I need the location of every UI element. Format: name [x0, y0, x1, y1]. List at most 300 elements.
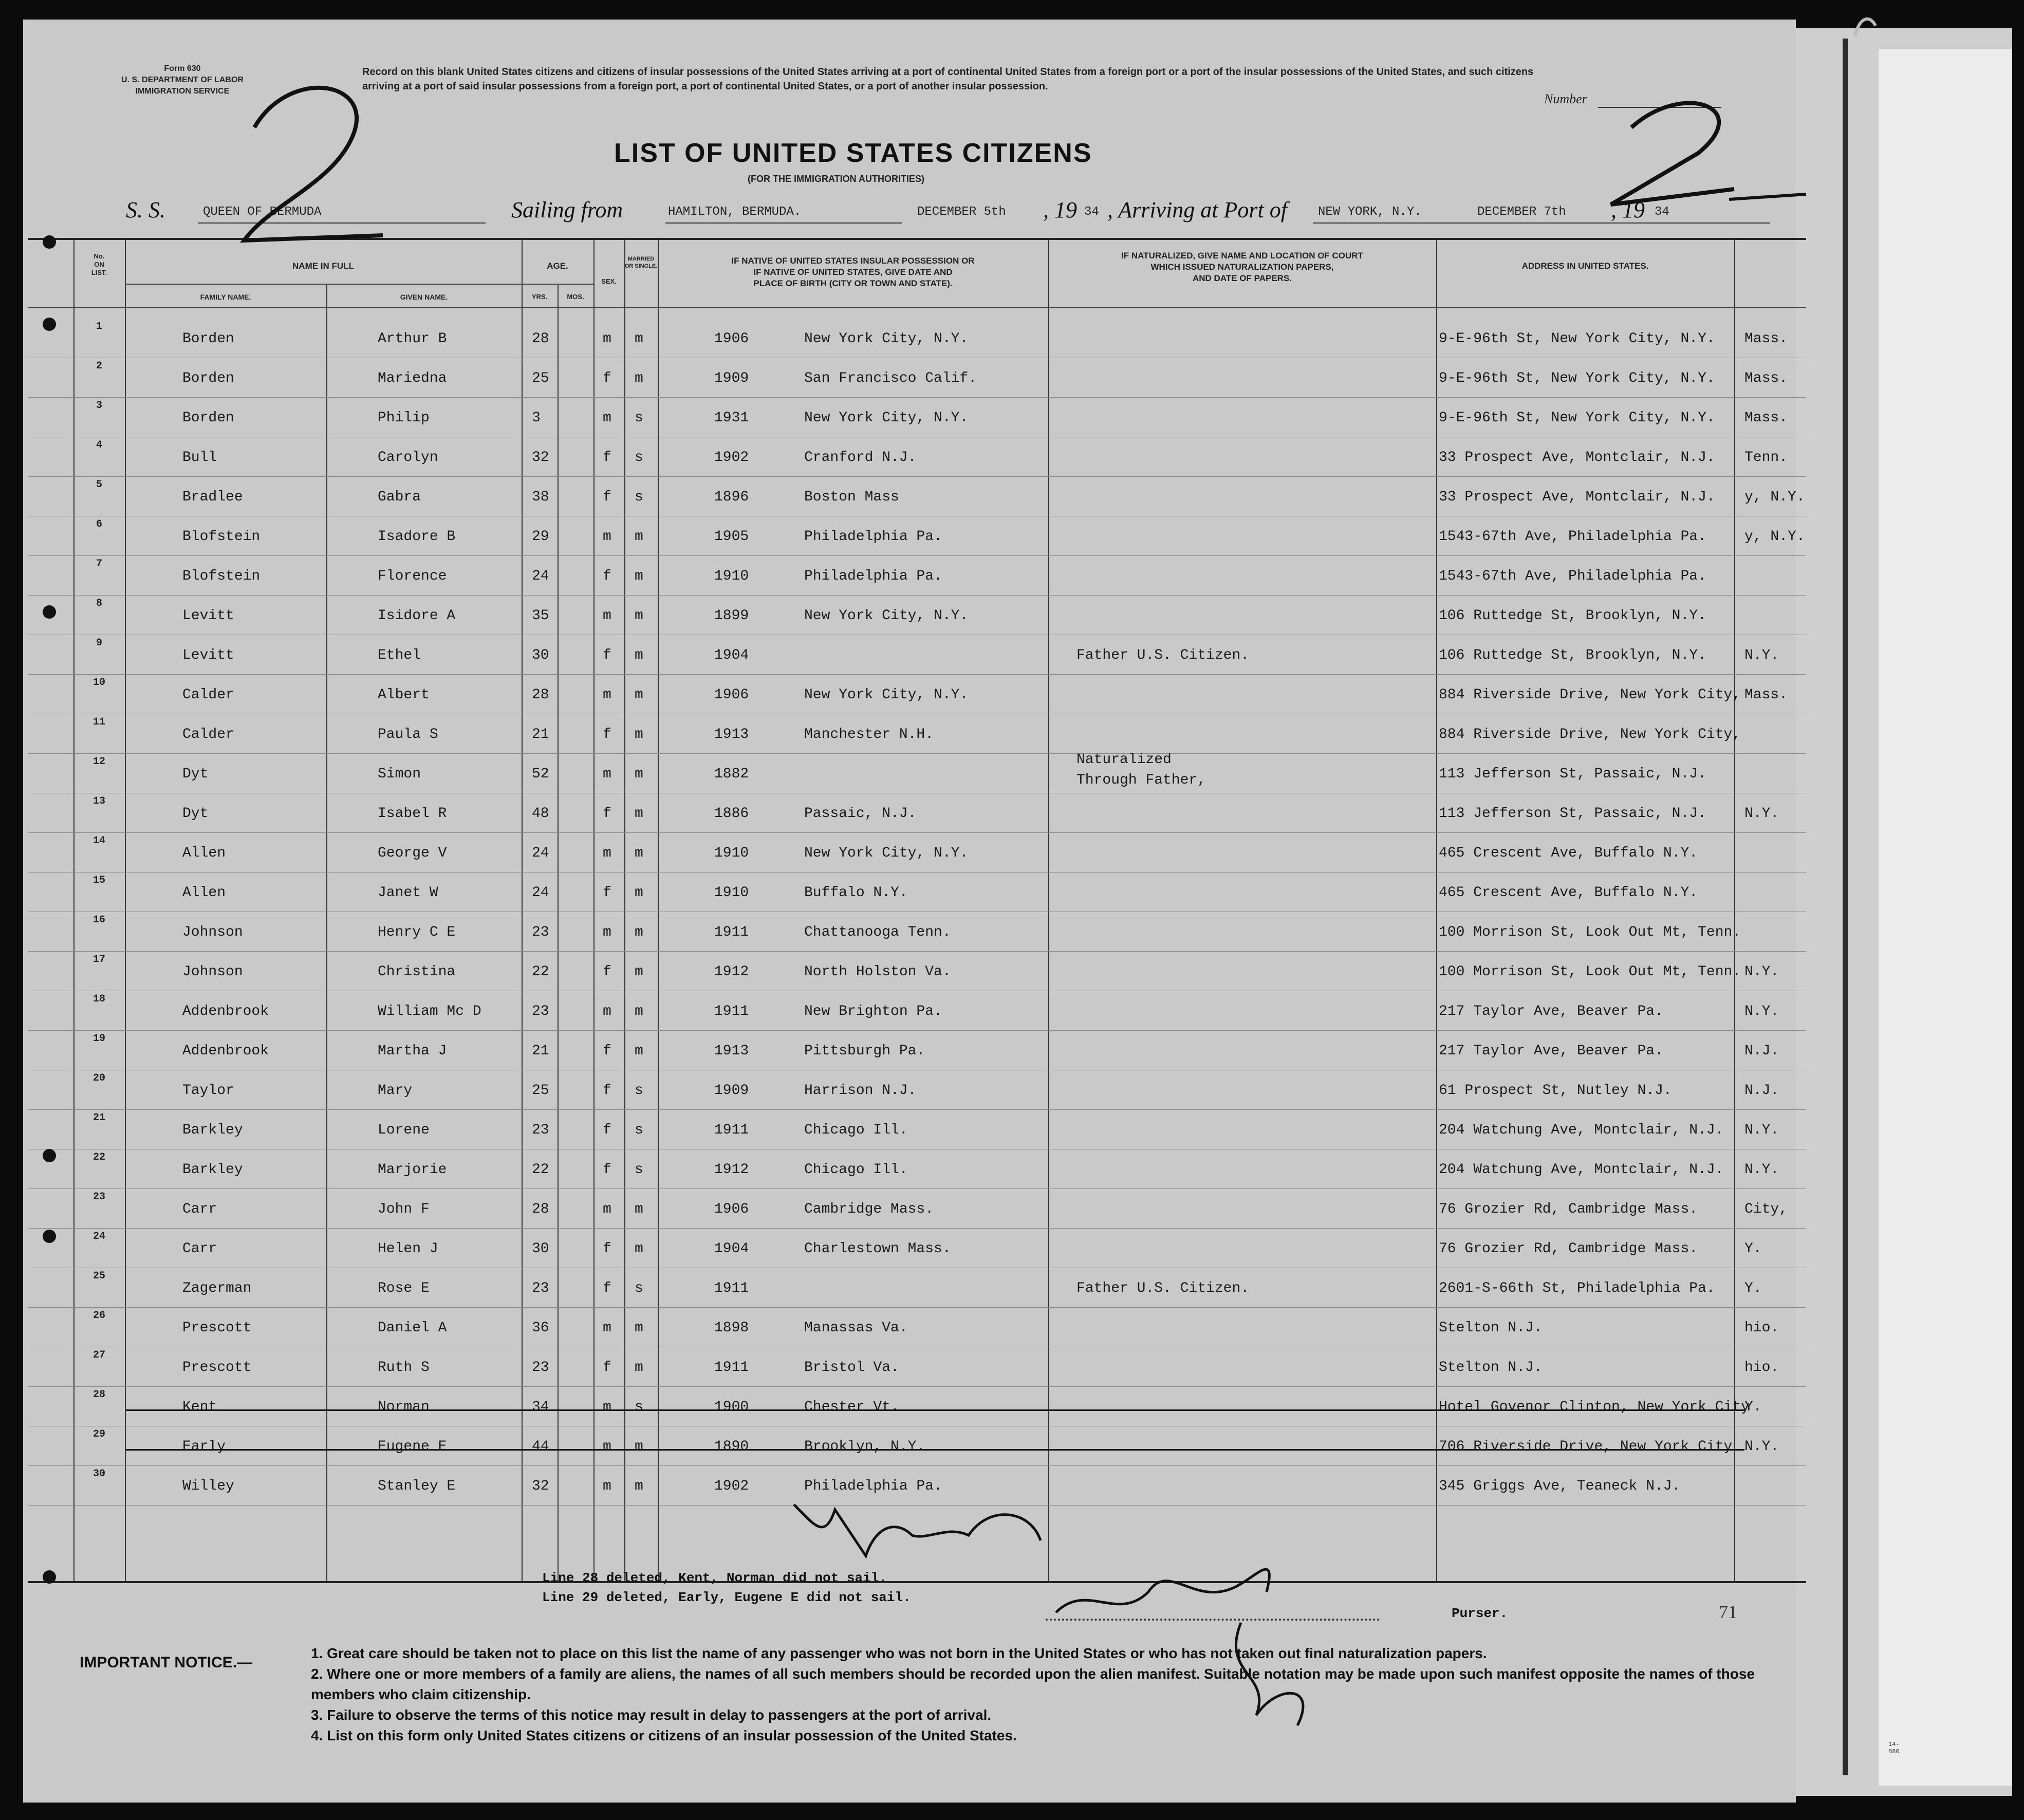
sailing-underline — [665, 222, 902, 224]
cell-address: 106 Ruttedge St, Brooklyn, N.Y. — [1439, 608, 1706, 624]
cell-family: Calder — [182, 727, 234, 742]
arrival-underline — [1313, 222, 1770, 224]
cell-given: George V — [378, 845, 447, 861]
cell-age: 28 — [532, 1201, 549, 1217]
cell-ms: m — [635, 1360, 643, 1376]
cell-family: Allen — [182, 845, 226, 861]
arriving-label: , Arriving at Port of — [1107, 197, 1287, 222]
cell-given: Paula S — [378, 727, 438, 742]
cell-sex: m — [603, 1320, 611, 1336]
row-rule — [28, 674, 1806, 675]
row-number: 16 — [92, 914, 105, 926]
page-number: 71 — [1719, 1602, 1737, 1622]
cell-given: Ethel — [378, 647, 421, 663]
form-identifier — [95, 63, 270, 97]
row-rule — [28, 1188, 1806, 1189]
row-number: 20 — [92, 1072, 105, 1084]
row-number: 27 — [92, 1349, 105, 1361]
header-no: No. ON LIST. — [91, 252, 107, 276]
cell-right: hio. — [1744, 1320, 1779, 1336]
cell-right: N.Y. — [1744, 1439, 1779, 1455]
cell-year: 1913 — [714, 1043, 749, 1059]
passenger-table — [28, 238, 1806, 1583]
cell-ms: m — [635, 1241, 643, 1257]
cell-place: Brooklyn, N.Y. — [804, 1439, 925, 1455]
cell-given: Rose E — [378, 1280, 430, 1296]
cell-year: 1906 — [714, 1201, 749, 1217]
binder-hole — [43, 235, 56, 249]
cell-ms: s — [635, 1083, 643, 1099]
cell-ms: m — [635, 1004, 643, 1019]
cell-age: 23 — [532, 1360, 549, 1376]
cell-address: 884 Riverside Drive, New York City, — [1439, 727, 1741, 742]
cell-given: Florence — [378, 568, 447, 584]
cell-age: 23 — [532, 924, 549, 940]
cell-ms: s — [635, 1280, 643, 1296]
ss-label: S. S. — [126, 197, 165, 222]
row-rule — [28, 1386, 1806, 1387]
cell-ms: m — [635, 964, 643, 980]
ship-underline — [198, 222, 486, 224]
cell-address: 345 Griggs Ave, Teaneck N.J. — [1439, 1478, 1681, 1494]
cell-address: 61 Prospect St, Nutley N.J. — [1439, 1083, 1672, 1099]
cell-family: Zagerman — [182, 1280, 252, 1296]
cell-age: 48 — [532, 806, 549, 822]
cell-right: City, — [1744, 1201, 1788, 1217]
cell-family: Taylor — [182, 1083, 234, 1099]
cell-place: New York City, N.Y. — [804, 687, 969, 703]
cell-year: 1911 — [714, 1004, 749, 1019]
cell-year: 1912 — [714, 1162, 749, 1178]
cell-age: 3 — [532, 410, 541, 426]
cell-ms: m — [635, 1043, 643, 1059]
cell-family: Blofstein — [182, 529, 261, 545]
cell-family: Blofstein — [182, 568, 261, 584]
notice-item-3: 3. Failure to observe the terms of this notice may result in delay to passengers at the port of arrival. — [311, 1707, 992, 1723]
sailing-date: DECEMBER 5th — [917, 205, 1006, 219]
header-sex: SEX. — [601, 277, 617, 285]
cell-sex: f — [603, 885, 611, 901]
cell-family: Carr — [182, 1201, 217, 1217]
cell-given: Philip — [378, 410, 430, 426]
cell-place: Cranford N.J. — [804, 450, 917, 466]
arrive-year-prefix: , 19 — [1611, 197, 1645, 222]
form-number: Form 630 — [164, 64, 201, 73]
binder-hole — [43, 1230, 56, 1243]
header-naturalized: IF NATURALIZED, GIVE NAME AND LOCATION OF COURT WHICH ISSUED NATURALIZATION PAPERS, AND DATE OF PAPERS. — [1121, 251, 1363, 283]
cell-place: Pittsburgh Pa. — [804, 1043, 925, 1059]
cell-family: Carr — [182, 1241, 217, 1257]
cell-family: Dyt — [182, 766, 209, 782]
cell-age: 21 — [532, 727, 549, 742]
cell-ms: m — [635, 331, 643, 347]
cell-address: Stelton N.J. — [1439, 1360, 1543, 1376]
cell-right: y, N.Y. — [1744, 529, 1805, 545]
col-divider — [593, 240, 595, 1581]
cell-age: 34 — [532, 1399, 549, 1415]
cell-sex: f — [603, 1043, 611, 1059]
cell-place: New Brighton Pa. — [804, 1004, 942, 1019]
cell-given: Janet W — [378, 885, 438, 901]
cell-age: 23 — [532, 1280, 549, 1296]
row-number: 3 — [96, 400, 102, 412]
cell-sex: f — [603, 1360, 611, 1376]
cell-year: 1912 — [714, 964, 749, 980]
cell-address: 884 Riverside Drive, New York City, — [1439, 687, 1741, 703]
col-divider — [1048, 240, 1049, 1581]
row-number: 4 — [96, 439, 102, 451]
cell-age: 22 — [532, 1162, 549, 1178]
cell-given: Arthur B — [378, 331, 447, 347]
cell-ms: m — [635, 924, 643, 940]
cell-address: 113 Jefferson St, Passaic, N.J. — [1439, 806, 1706, 822]
cell-age: 22 — [532, 964, 549, 980]
cell-year: 1899 — [714, 608, 749, 624]
cell-sex: f — [603, 489, 611, 505]
cell-right: Y. — [1744, 1280, 1762, 1296]
notice-item-1: 1. Great care should be taken not to place on this list the name of any passenger who was not born in the United States or who has not taken out final naturalization papers. — [311, 1645, 1487, 1661]
header-mos: MOS. — [567, 293, 584, 301]
cell-place: Harrison N.J. — [804, 1083, 917, 1099]
cell-family: Calder — [182, 687, 234, 703]
cell-family: Willey — [182, 1478, 234, 1494]
row-rule — [28, 476, 1806, 477]
cell-age: 30 — [532, 1241, 549, 1257]
binder-hole — [43, 1570, 56, 1584]
cell-family: Borden — [182, 410, 234, 426]
cell-given: Henry C E — [378, 924, 456, 940]
cell-right: hio. — [1744, 1360, 1779, 1376]
sail-year-prefix: , 19 — [1043, 197, 1077, 222]
cell-ms: m — [635, 370, 643, 386]
cell-given: Eugene E — [378, 1439, 447, 1455]
cell-family: Borden — [182, 370, 234, 386]
row-rule — [28, 1109, 1806, 1110]
cell-year: 1890 — [714, 1439, 749, 1455]
cell-family: Dyt — [182, 806, 209, 822]
purser-label: Purser. — [1452, 1606, 1508, 1621]
cell-age: 24 — [532, 845, 549, 861]
row-number: 24 — [92, 1231, 105, 1242]
cell-right: N.Y. — [1744, 964, 1779, 980]
cell-place: Buffalo N.Y. — [804, 885, 908, 901]
cell-sex: m — [603, 1201, 611, 1217]
cell-year: 1902 — [714, 450, 749, 466]
header-family-name: FAMILY NAME. — [200, 293, 251, 301]
cell-age: 32 — [532, 450, 549, 466]
cell-ms: m — [635, 1478, 643, 1494]
row-number: 21 — [92, 1112, 105, 1124]
cell-address: 76 Grozier Rd, Cambridge Mass. — [1439, 1241, 1698, 1257]
cell-ms: m — [635, 1320, 643, 1336]
cell-ms: s — [635, 1399, 643, 1415]
cell-age: 23 — [532, 1122, 549, 1138]
row-number: 13 — [92, 795, 105, 807]
cell-place: New York City, N.Y. — [804, 410, 969, 426]
corner-curl-icon — [1850, 10, 1881, 44]
cell-address: 465 Crescent Ave, Buffalo N.Y. — [1439, 885, 1698, 901]
cell-family: Addenbrook — [182, 1004, 269, 1019]
cell-right: N.Y. — [1744, 806, 1779, 822]
cell-family: Allen — [182, 885, 226, 901]
row-number: 30 — [92, 1468, 105, 1480]
cell-nat: Father U.S. Citizen. — [1076, 647, 1250, 663]
cell-address: 9-E-96th St, New York City, N.Y. — [1439, 370, 1715, 386]
page-title: LIST OF UNITED STATES CITIZENS — [614, 138, 1092, 168]
cell-right: N.Y. — [1744, 647, 1779, 663]
cell-year: 1910 — [714, 885, 749, 901]
cell-given: Isabel R — [378, 806, 447, 822]
cell-ms: m — [635, 806, 643, 822]
col-divider — [1436, 240, 1437, 1581]
ship-name: QUEEN OF BERMUDA — [203, 205, 322, 219]
col-divider — [125, 240, 126, 1581]
cell-family: Kent — [182, 1399, 217, 1415]
row-number: 26 — [92, 1310, 105, 1322]
header-age: AGE. — [547, 261, 568, 271]
header-bottom — [28, 307, 1806, 308]
cell-year: 1900 — [714, 1399, 749, 1415]
cell-right: Y. — [1744, 1399, 1762, 1415]
cell-address: 204 Watchung Ave, Montclair, N.J. — [1439, 1162, 1724, 1178]
row-rule — [28, 397, 1806, 398]
cell-sex: m — [603, 845, 611, 861]
cell-address: Stelton N.J. — [1439, 1320, 1543, 1336]
cell-age: 25 — [532, 370, 549, 386]
row-number: 23 — [92, 1191, 105, 1203]
handwritten-number — [1611, 103, 1734, 205]
sailing-port: HAMILTON, BERMUDA. — [668, 205, 802, 219]
row-number: 25 — [92, 1270, 105, 1282]
col-divider — [522, 240, 523, 1581]
cell-right: Mass. — [1744, 331, 1788, 347]
row-rule — [28, 753, 1806, 754]
row-rule — [28, 1030, 1806, 1031]
cell-address: 1543-67th Ave, Philadelphia Pa. — [1439, 568, 1706, 584]
cell-address: 100 Morrison St, Look Out Mt, Tenn. — [1439, 924, 1741, 940]
row-rule — [28, 1465, 1806, 1466]
cell-year: 1896 — [714, 489, 749, 505]
header-yrs: YRS. — [531, 293, 548, 301]
cell-given: Stanley E — [378, 1478, 456, 1494]
row-rule — [28, 595, 1806, 596]
notice-item-4: 4. List on this form only United States citizens or citizens of an insular possession of the United States. — [311, 1728, 1017, 1743]
cell-ms: m — [635, 687, 643, 703]
cell-year: 1902 — [714, 1478, 749, 1494]
cell-right: Tenn. — [1744, 450, 1788, 466]
cell-sex: f — [603, 1083, 611, 1099]
cell-year: 1904 — [714, 1241, 749, 1257]
row-number: 8 — [96, 598, 102, 609]
cell-address: 9-E-96th St, New York City, N.Y. — [1439, 410, 1715, 426]
cell-sex: m — [603, 766, 611, 782]
cell-ms: s — [635, 450, 643, 466]
row-number: 19 — [92, 1033, 105, 1045]
cell-place: Chattanooga Tenn. — [804, 924, 951, 940]
cell-ms: s — [635, 489, 643, 505]
cell-given: Ruth S — [378, 1360, 430, 1376]
row-number: 10 — [92, 677, 105, 689]
cell-ms: m — [635, 1439, 643, 1455]
row-rule — [28, 1505, 1806, 1506]
row-number: 1 — [96, 321, 102, 332]
row-number: 12 — [92, 756, 105, 768]
cell-given: Mariedna — [378, 370, 447, 386]
printer-mark: 14-880 — [1888, 1741, 1900, 1755]
row-number: 14 — [92, 835, 105, 847]
cell-given: Isadore B — [378, 529, 456, 545]
cell-sex: f — [603, 647, 611, 663]
cell-year: 1909 — [714, 370, 749, 386]
cell-age: 23 — [532, 1004, 549, 1019]
cell-sex: m — [603, 529, 611, 545]
cell-place: Passaic, N.J. — [804, 806, 917, 822]
col-divider — [624, 240, 625, 1581]
cell-year: 1909 — [714, 1083, 749, 1099]
cell-age: 38 — [532, 489, 549, 505]
cell-sex: m — [603, 924, 611, 940]
manifest-sheet — [23, 20, 1900, 1803]
cell-year: 1931 — [714, 410, 749, 426]
cell-ms: m — [635, 885, 643, 901]
cell-given: Mary — [378, 1083, 413, 1099]
row-rule — [28, 555, 1806, 556]
cell-ms: s — [635, 1162, 643, 1178]
cell-place: New York City, N.Y. — [804, 608, 969, 624]
cell-right: N.Y. — [1744, 1122, 1779, 1138]
cell-sex: f — [603, 727, 611, 742]
cell-family: Bull — [182, 450, 217, 466]
cell-given: Carolyn — [378, 450, 438, 466]
col-divider — [1734, 240, 1735, 1581]
col-divider — [658, 240, 659, 1581]
row-number: 17 — [92, 954, 105, 965]
cell-ms: m — [635, 608, 643, 624]
cell-sex: f — [603, 1280, 611, 1296]
cell-given: Daniel A — [378, 1320, 447, 1336]
cell-address: 465 Crescent Ave, Buffalo N.Y. — [1439, 845, 1698, 861]
cell-age: 44 — [532, 1439, 549, 1455]
cell-year: 1886 — [714, 806, 749, 822]
cell-sex: f — [603, 568, 611, 584]
row-number: 11 — [92, 716, 105, 728]
row-number: 7 — [96, 558, 102, 570]
cell-given: John F — [378, 1201, 430, 1217]
row-number: 2 — [96, 360, 102, 372]
cell-address: 113 Jefferson St, Passaic, N.J. — [1439, 766, 1706, 782]
purser-signature-line — [1046, 1619, 1380, 1621]
cell-family: Bradlee — [182, 489, 243, 505]
cell-address: Hotel Govenor Clinton, New York City — [1439, 1399, 1750, 1415]
cell-sex: m — [603, 1478, 611, 1494]
cell-given: Albert — [378, 687, 430, 703]
cell-family: Levitt — [182, 647, 234, 663]
cell-address: 76 Grozier Rd, Cambridge Mass. — [1439, 1201, 1698, 1217]
header-given-name: GIVEN NAME. — [400, 293, 448, 301]
row-rule — [28, 832, 1806, 833]
row-number: 18 — [92, 993, 105, 1005]
cell-age: 28 — [532, 687, 549, 703]
cell-sex: m — [603, 410, 611, 426]
cell-place: Philadelphia Pa. — [804, 529, 942, 545]
cell-sex: f — [603, 806, 611, 822]
cell-year: 1910 — [714, 845, 749, 861]
cell-right: Mass. — [1744, 370, 1788, 386]
cell-age: 29 — [532, 529, 549, 545]
header-name-in-full: NAME IN FULL — [292, 261, 354, 271]
cell-place: Chicago Ill. — [804, 1162, 908, 1178]
arrival-port: NEW YORK, N.Y. — [1318, 205, 1422, 219]
cell-address: 100 Morrison St, Look Out Mt, Tenn. — [1439, 964, 1741, 980]
row-number: 22 — [92, 1152, 105, 1163]
number-line — [1598, 107, 1721, 108]
cell-sex: m — [603, 331, 611, 347]
cell-age: 25 — [532, 1083, 549, 1099]
cell-family: Addenbrook — [182, 1043, 269, 1059]
cell-right: Y. — [1744, 1241, 1762, 1257]
number-label: Number — [1544, 91, 1587, 106]
cell-family: Early — [182, 1439, 226, 1455]
cell-ms: m — [635, 647, 643, 663]
cell-sex: f — [603, 450, 611, 466]
cell-place: Bristol Va. — [804, 1360, 899, 1376]
cell-given: Gabra — [378, 489, 421, 505]
page-subtitle: (FOR THE IMMIGRATION AUTHORITIES) — [748, 174, 924, 184]
cell-age: 28 — [532, 331, 549, 347]
cell-age: 24 — [532, 885, 549, 901]
cell-year: 1906 — [714, 331, 749, 347]
cell-year: 1882 — [714, 766, 749, 782]
notice-item-2: 2. Where one or more members of a family are aliens, the names of all such members should be recorded upon the alien manifest. Suitable notation may be made upon such manifest opposite the names of those members who claim citizenship. — [311, 1666, 1755, 1702]
cell-sex: f — [603, 964, 611, 980]
cell-ms: m — [635, 529, 643, 545]
cell-right: Mass. — [1744, 687, 1788, 703]
cell-year: 1911 — [714, 924, 749, 940]
header-address: ADDRESS IN UNITED STATES. — [1521, 261, 1649, 271]
cell-given: Marjorie — [378, 1162, 447, 1178]
row-number: 9 — [96, 637, 102, 649]
cell-nat: Father U.S. Citizen. — [1076, 1280, 1250, 1296]
cell-ms: m — [635, 766, 643, 782]
binder-hole — [43, 605, 56, 619]
form-service: IMMIGRATION SERVICE — [135, 87, 230, 96]
cell-place: Boston Mass — [804, 489, 899, 505]
cell-given: Simon — [378, 766, 421, 782]
cell-right: N.J. — [1744, 1043, 1779, 1059]
cell-address: 33 Prospect Ave, Montclair, N.J. — [1439, 489, 1715, 505]
row-number: 28 — [92, 1389, 105, 1401]
cell-place: Manassas Va. — [804, 1320, 908, 1336]
cell-sex: f — [603, 370, 611, 386]
cell-place: San Francisco Calif. — [804, 370, 977, 386]
cell-year: 1904 — [714, 647, 749, 663]
cell-age: 32 — [532, 1478, 549, 1494]
cell-place: Philadelphia Pa. — [804, 568, 942, 584]
form-instruction: Record on this blank United States citizens and citizens of insular possessions of the United States arriving at a port of continental United States from a foreign port or a port of the insular possessions of the United States, and such citizens arriving at a port of said insular possessions from a foreign port, a port of continental United States, or a port of another insular possession. — [362, 66, 1534, 92]
cell-right: N.Y. — [1744, 1004, 1779, 1019]
sailing-label: Sailing from — [511, 197, 623, 222]
cell-place: Chicago Ill. — [804, 1122, 908, 1138]
cell-sex: m — [603, 608, 611, 624]
cell-place: Chester Vt. — [804, 1399, 899, 1415]
cell-age: 52 — [532, 766, 549, 782]
cell-family: Levitt — [182, 608, 234, 624]
cell-family: Prescott — [182, 1320, 252, 1336]
notice-heading: IMPORTANT NOTICE.— — [80, 1654, 253, 1671]
cell-year: 1911 — [714, 1122, 749, 1138]
deleted-note-28: Line 28 deleted, Kent, Norman did not sail. — [542, 1570, 887, 1586]
cell-given: William Mc D — [378, 1004, 481, 1019]
